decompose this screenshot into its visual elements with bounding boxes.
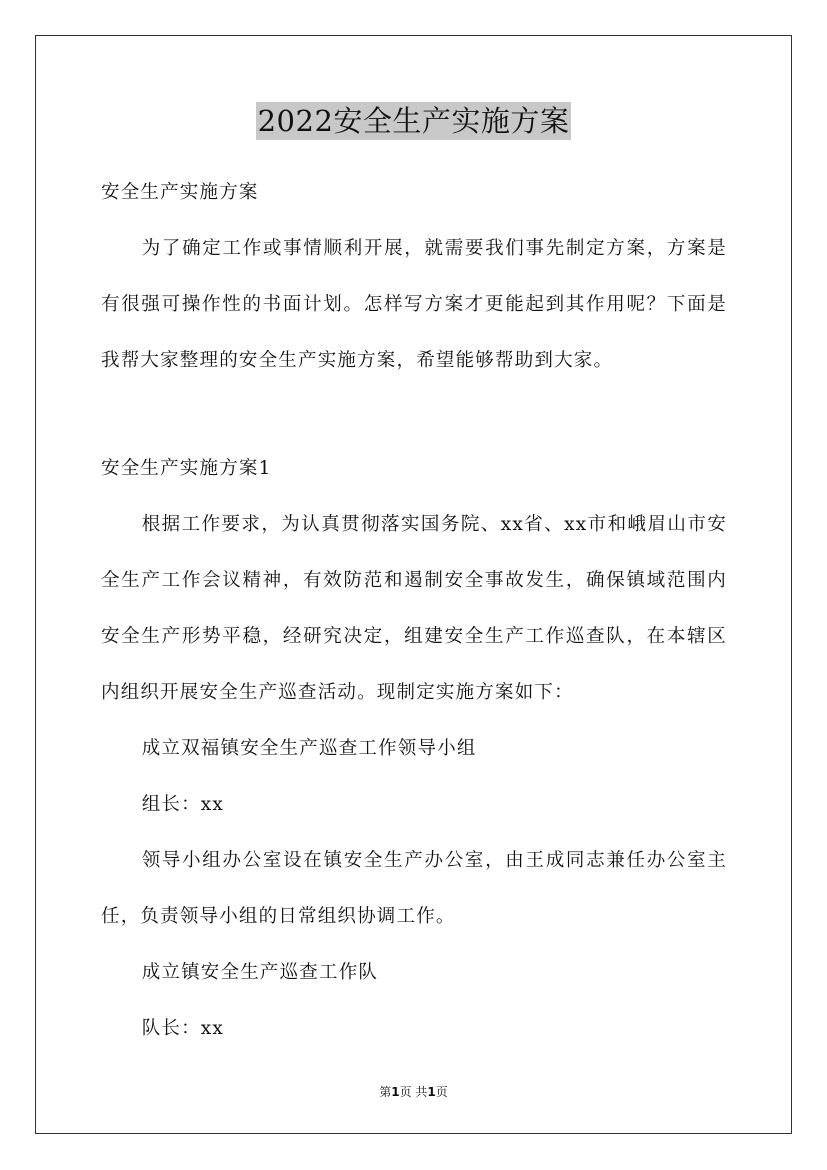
list-item-leadership-group: 成立双福镇安全生产巡查工作领导小组 xyxy=(141,738,477,759)
section1-paragraph: 根据工作要求，为认真贯彻落实国务院、xx省、xx市和峨眉山市安全生产工作会议精神，有效防范和遏制安全事故发生，确保镇域范围内安全生产形势平稳，经研究决定，组建安全生产工作巡查队，在本辖区内组织开展安全生产巡查活动。现制定实施方案如下： xyxy=(101,514,727,703)
footer-page-mid: 页 共 xyxy=(399,1085,428,1099)
intro-paragraph: 为了确定工作或事情顺利开展，就需要我们事先制定方案，方案是有很强可操作性的书面计划。怎样写方案才更能起到其作用呢？下面是我帮大家整理的安全生产实施方案，希望能够帮助到大家。 xyxy=(101,238,727,371)
list-item-team-leader: 队长：xx xyxy=(141,1018,225,1039)
footer-page-suffix: 页 xyxy=(435,1085,448,1099)
intro-heading: 安全生产实施方案 xyxy=(101,182,259,203)
title-wrap xyxy=(0,102,827,140)
footer-page-current: 1 xyxy=(391,1085,400,1099)
list-item-office: 领导小组办公室设在镇安全生产办公室，由王成同志兼任办公室主任，负责领导小组的日常组织协调工作。 xyxy=(101,850,727,927)
list-item-inspection-team: 成立镇安全生产巡查工作队 xyxy=(141,962,379,983)
document-body xyxy=(101,165,727,1057)
footer-page-total: 1 xyxy=(427,1085,436,1099)
list-item-group-leader: 组长：xx xyxy=(141,794,225,815)
section-gap xyxy=(101,389,727,441)
section1-heading: 安全生产实施方案1 xyxy=(101,458,272,479)
page-footer xyxy=(0,1083,827,1101)
document-title: 2022安全生产实施方案 xyxy=(257,104,570,138)
footer-page-prefix: 第 xyxy=(379,1085,392,1099)
